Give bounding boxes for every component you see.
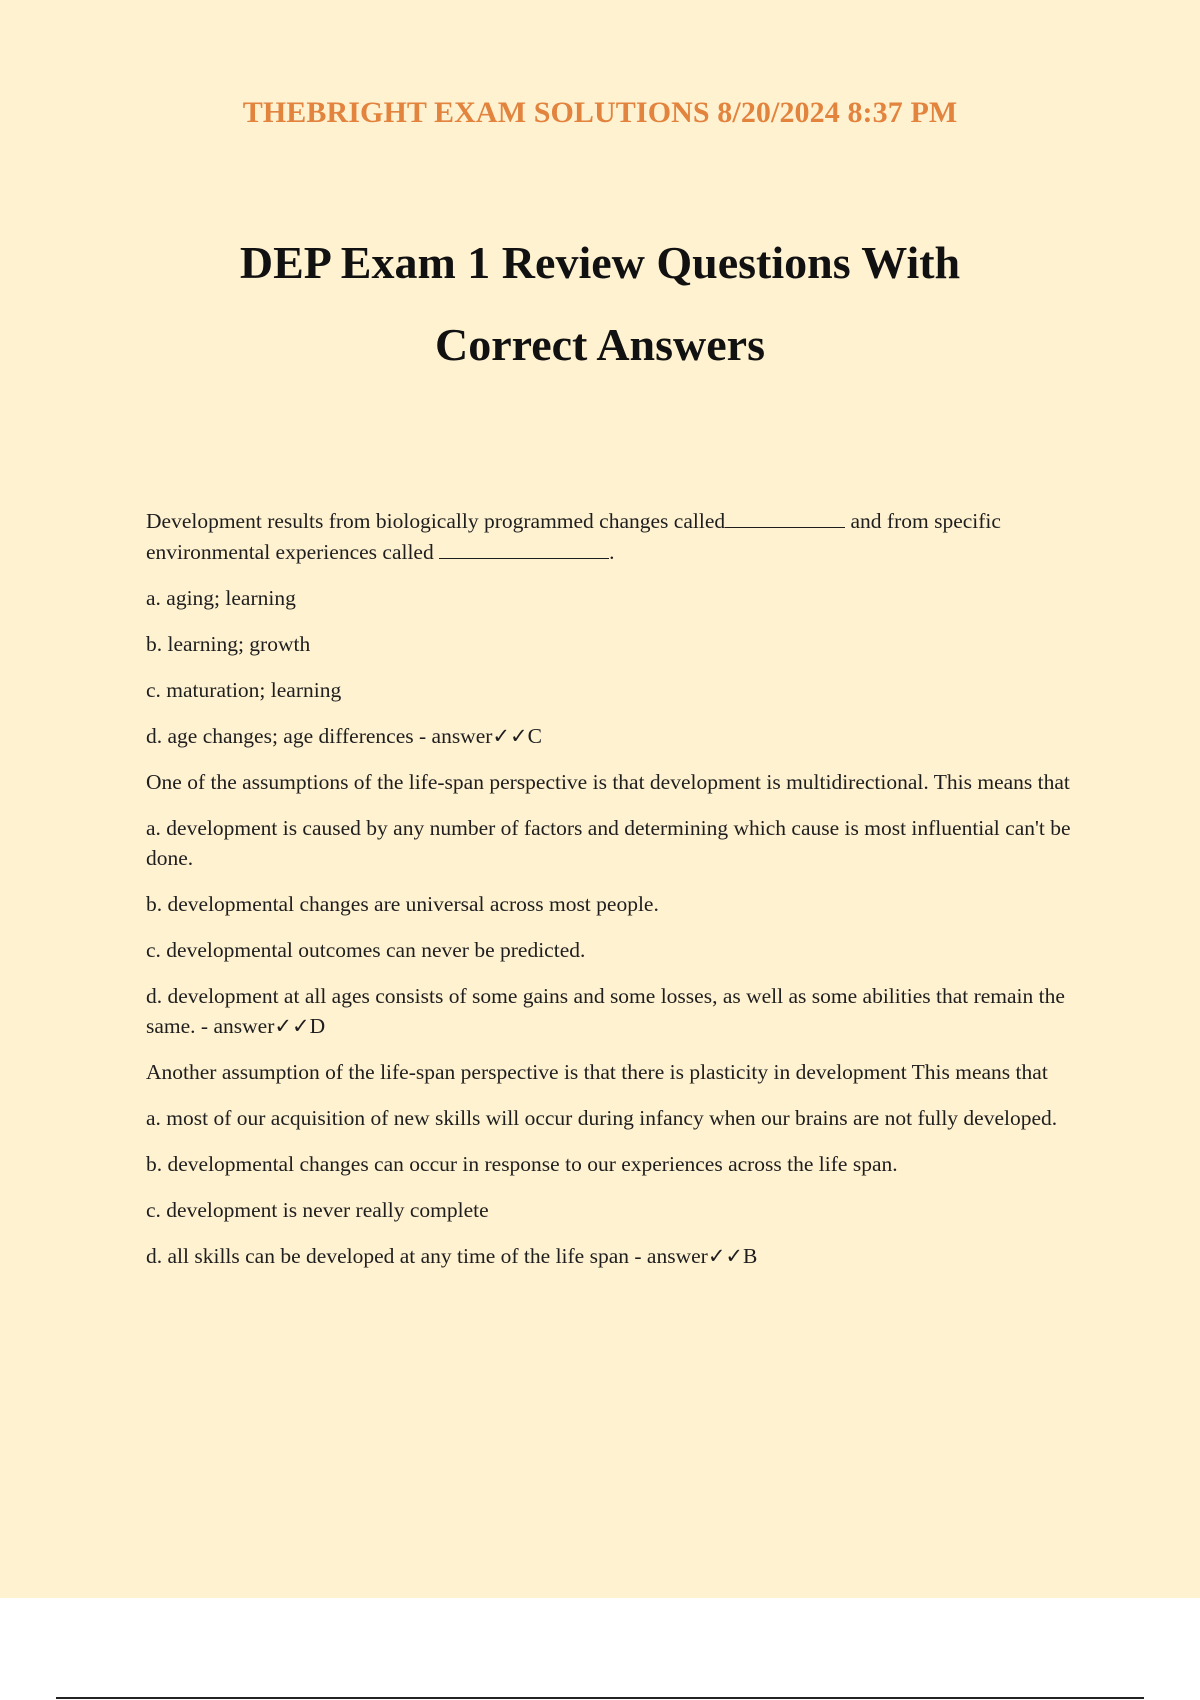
question-1-stem: Development results from biologically programmed changes called and from specific environmental experiences called . [146, 505, 1086, 567]
question-3-stem: Another assumption of the life-span perspective is that there is plasticity in development This means that [146, 1060, 1048, 1084]
question-2-answer: D [309, 1014, 326, 1038]
question-3-option-b: b. developmental changes can occur in response to our experiences across the life span. [146, 1152, 898, 1176]
question-2-option-d: d. development at all ages consists of some gains and some losses, as well as some abilities that remain the same. - answer✓✓D [146, 984, 1065, 1038]
question-list [146, 505, 1086, 1287]
checkmark-icon: ✓✓ [274, 1014, 310, 1038]
document-title [0, 222, 1200, 386]
question-3-option-d: d. all skills can be developed at any time of the life span - answer✓✓B [146, 1244, 758, 1268]
question-1-option-a: a. aging; learning [146, 586, 296, 610]
document-title-line-1: DEP Exam 1 Review Questions With [239, 237, 961, 288]
question-1-answer: C [527, 724, 542, 748]
question-2-option-b: b. developmental changes are universal across most people. [146, 892, 659, 916]
answer-blank [439, 536, 609, 559]
question-3-answer: B [743, 1244, 758, 1268]
question-2-option-c: c. developmental outcomes can never be predicted. [146, 938, 586, 962]
question-2-option-a: a. development is caused by any number of factors and determining which cause is most influential can't be done. [146, 816, 1071, 870]
question-3-option-a: a. most of our acquisition of new skills will occur during infancy when our brains are not fully developed. [146, 1106, 1058, 1130]
footer-divider [56, 1697, 1144, 1699]
question-1-option-c: c. maturation; learning [146, 678, 342, 702]
answer-blank [725, 505, 845, 528]
question-1-option-d: d. age changes; age differences - answer✓✓C [146, 724, 542, 748]
checkmark-icon: ✓✓ [492, 724, 528, 748]
document-title-line-2: Correct Answers [435, 319, 765, 370]
question-1-option-b: b. learning; growth [146, 632, 311, 656]
question-2-stem: One of the assumptions of the life-span perspective is that development is multidirectional. This means that [146, 770, 1070, 794]
question-3-option-c: c. development is never really complete [146, 1198, 489, 1222]
checkmark-icon: ✓✓ [707, 1244, 744, 1268]
page-header: THEBRIGHT EXAM SOLUTIONS 8/20/2024 8:37 PM [242, 96, 958, 129]
